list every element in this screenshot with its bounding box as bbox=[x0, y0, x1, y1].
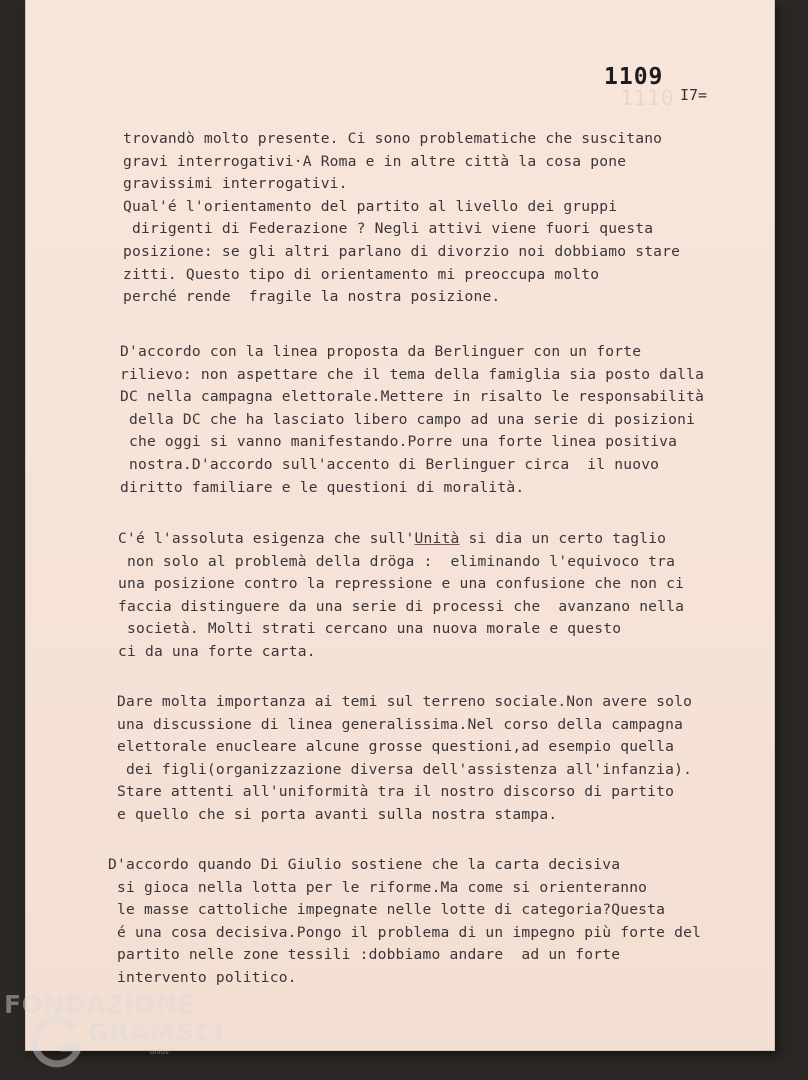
underlined-word: Unità bbox=[414, 530, 460, 547]
watermark-subtitle: onlus bbox=[150, 1048, 169, 1056]
text-line: una posizione contro la repressione e una confusione che non ci bbox=[118, 575, 685, 593]
text-line: é una cosa decisiva.Pongo il problema di un impegno più forte del bbox=[108, 923, 702, 941]
text-line: Qual'é l'orientamento del partito al livello dei gruppi bbox=[123, 197, 618, 215]
text-line: D'accordo quando Di Giulio sostiene che la carta decisiva bbox=[108, 856, 621, 873]
text-line: e quello che si porta avanti sulla nostra stampa. bbox=[117, 806, 558, 823]
watermark-logo-icon bbox=[30, 1014, 84, 1068]
text-line: trovandò molto presente. Ci sono problematiche che suscitano bbox=[123, 130, 663, 147]
text-line: gravi interrogativi·A Roma e in altre città la cosa pone bbox=[123, 152, 627, 170]
text-line: faccia distinguere da una serie di processi che avanzano nella bbox=[118, 597, 685, 615]
text-line: elettorale enucleare alcune grosse questioni,ad esempio quella bbox=[117, 738, 675, 756]
text-line: si gioca nella lotta per le riforme.Ma come si orienteranno bbox=[108, 878, 648, 896]
text-line: gravissimi interrogativi. bbox=[123, 175, 348, 193]
text-line: partito nelle zone tessili :dobbiamo andare ad un forte bbox=[108, 946, 621, 964]
text-line: posizione: se gli altri parlano di divorzio noi dobbiamo stare bbox=[123, 243, 681, 260]
text-line: diritto familiare e le questioni di moralità. bbox=[120, 478, 525, 496]
text-line: zitti. Questo tipo di orientamento mi preoccupa molto bbox=[123, 265, 600, 283]
text-line: intervento politico. bbox=[108, 969, 297, 986]
text-line: perché rende fragile la nostra posizione. bbox=[123, 288, 501, 306]
archive-watermark bbox=[0, 990, 225, 1080]
document-body bbox=[26, 0, 774, 1050]
text-line: le masse cattoliche impegnate nelle lotte di categoria?Questa bbox=[108, 901, 666, 919]
text-line: non solo al problemà della dröga : eliminando l'equivoco tra bbox=[118, 552, 676, 570]
typewritten-page bbox=[26, 0, 774, 1050]
text-line: rilievo: non aspettare che il tema della famiglia sia posto dalla bbox=[120, 365, 705, 383]
text-line: Stare attenti all'uniformità tra il nostro discorso di partito bbox=[117, 783, 675, 801]
text-line: dei figli(organizzazione diversa dell'assistenza all'infanzia). bbox=[117, 760, 693, 778]
text-line: della DC che ha lasciato libero campo ad una serie di posizioni bbox=[120, 410, 696, 428]
text-line: società. Molti strati cercano una nuova morale e questo bbox=[118, 620, 622, 638]
text-line: una discussione di linea generalissima.Nel corso della campagna bbox=[117, 715, 684, 733]
text-line: D'accordo con la linea proposta da Berlinguer con un forte bbox=[120, 343, 642, 360]
text-line: Dare molta importanza ai temi sul terreno sociale.Non avere solo bbox=[117, 693, 693, 710]
text-line: che oggi si vanno manifestando.Porre una forte linea positiva bbox=[120, 433, 678, 451]
text-line: nostra.D'accordo sull'accento di Berlinguer circa il nuovo bbox=[120, 456, 660, 473]
bleed-through-page-number: 1110 bbox=[620, 86, 675, 110]
page-number: 1109 bbox=[604, 64, 664, 90]
text-line: ci da una forte carta. bbox=[118, 643, 316, 660]
watermark-line-2: GRAMSCI bbox=[88, 1018, 225, 1047]
text-line: dirigenti di Federazione ? Negli attivi viene fuori questa bbox=[123, 220, 654, 238]
page-mark: I7= bbox=[680, 86, 708, 104]
watermark-line-1: FONDAZIONE bbox=[4, 990, 196, 1019]
text-line: DC nella campagna elettorale.Mettere in risalto le responsabilità bbox=[120, 388, 705, 406]
text-line: C'é l'assoluta esigenza che sull'Unità si dia un certo taglio bbox=[118, 530, 667, 547]
